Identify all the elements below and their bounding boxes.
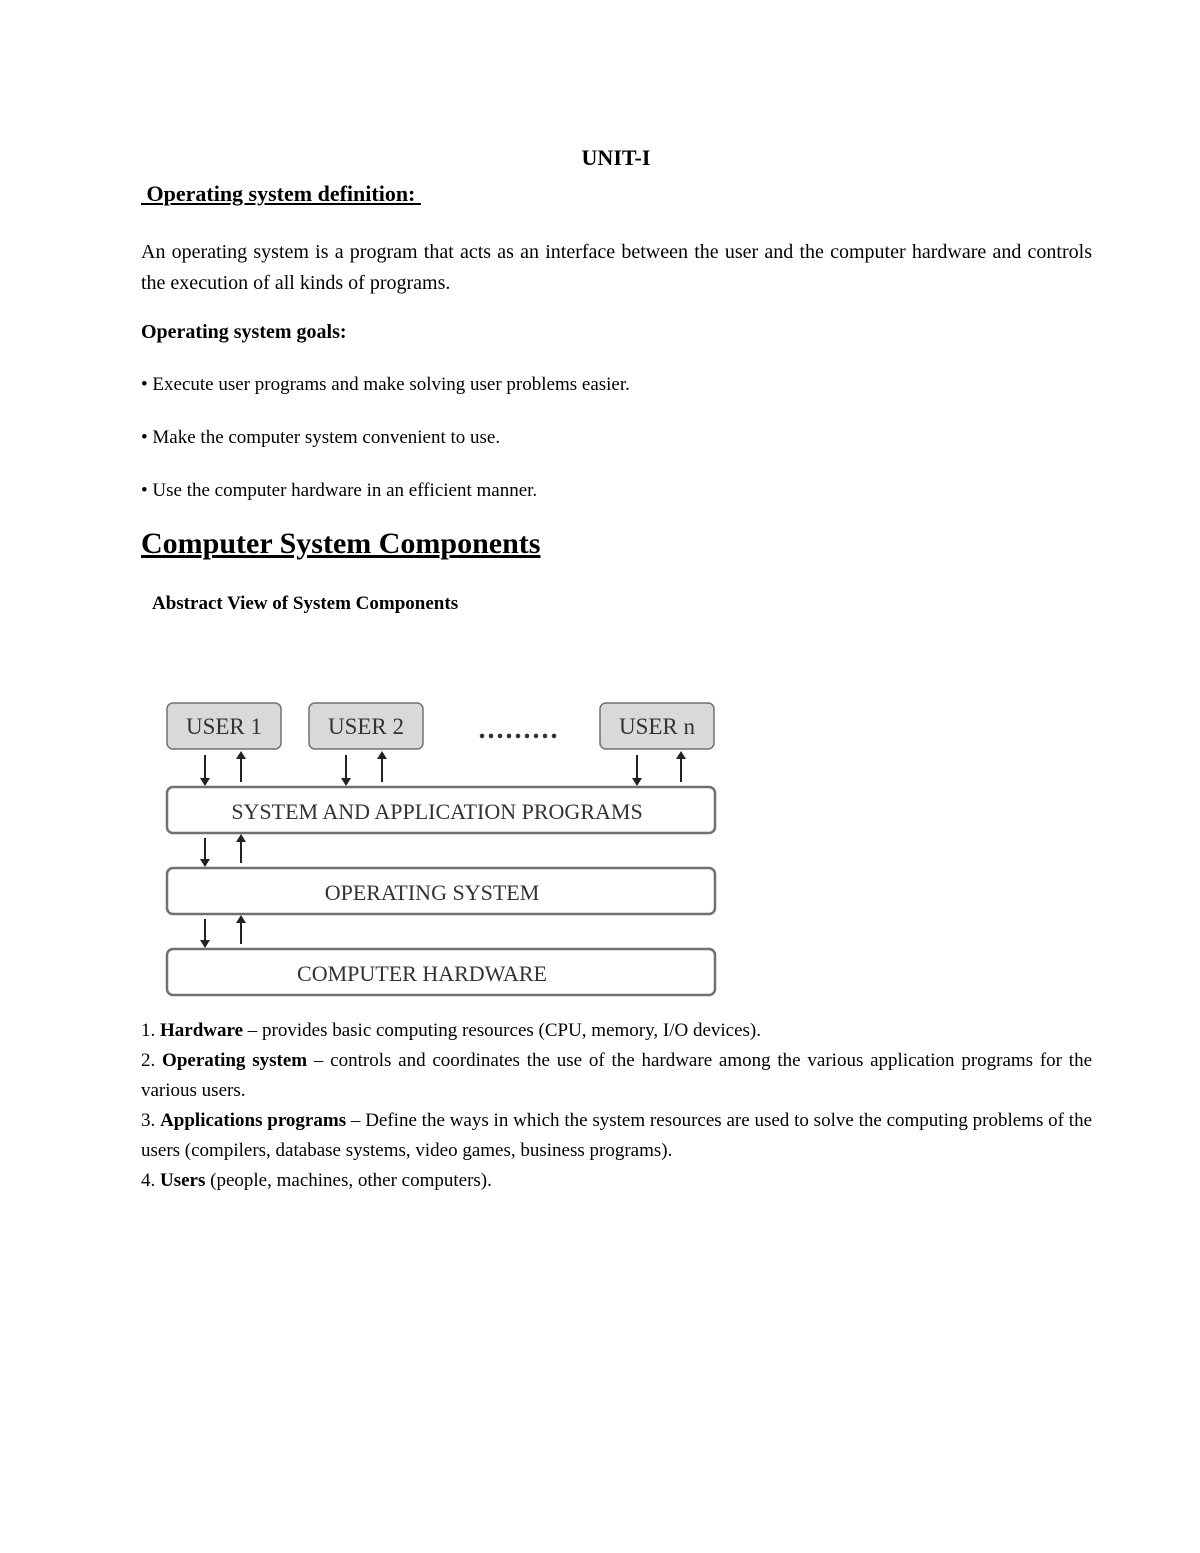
component-description: – controls and coordinates the use of the hardware among the various application programs for the various users.: [141, 1050, 1093, 1101]
hardware-layer-label: COMPUTER HARDWARE: [297, 961, 547, 986]
component-number: 1.: [141, 1020, 160, 1041]
component-description: (people, machines, other computers).: [205, 1170, 492, 1191]
system-components-diagram: [160, 696, 725, 1001]
component-description: – provides basic computing resources (CPU, memory, I/O devices).: [243, 1020, 762, 1041]
unit-title: UNIT-I: [581, 145, 651, 170]
component-item: [141, 1016, 1092, 1046]
definition-text: An operating system is a program that acts as an interface between the user and the computer hardware and controls the execution of all kinds of programs.: [141, 241, 1092, 294]
figure-caption: Abstract View of System Components: [152, 593, 459, 614]
components-list: [141, 1016, 1092, 1196]
component-term: Applications programs: [160, 1110, 347, 1131]
user-label-n: USER n: [618, 714, 696, 739]
goal-item: • Execute user programs and make solving user problems easier.: [141, 374, 630, 395]
goal-item: • Make the computer system convenient to use.: [141, 427, 501, 448]
component-item: [141, 1046, 1092, 1106]
component-description: – Define the ways in which the system resources are used to solve the computing problems of the users (compilers, database systems, video games, business programs).: [141, 1110, 1093, 1161]
component-term: Hardware: [160, 1020, 244, 1041]
user-label-2: USER 2: [327, 714, 405, 739]
os-hardware-arrows: [205, 919, 241, 944]
component-term: Users: [160, 1170, 206, 1191]
os-layer-label: OPERATING SYSTEM: [324, 880, 540, 905]
definition-heading: Operating system definition:: [141, 181, 421, 206]
component-number: 2.: [141, 1050, 163, 1071]
user-ellipsis: .........: [478, 714, 560, 745]
goals-heading: Operating system goals:: [141, 321, 347, 343]
goal-item: • Use the computer hardware in an efficient manner.: [141, 480, 538, 501]
component-number: 4.: [141, 1170, 160, 1191]
component-item: [141, 1166, 1092, 1196]
user-label-1: USER 1: [185, 714, 263, 739]
user-arrows: [205, 755, 681, 782]
programs-os-arrows: [205, 838, 241, 863]
section-heading: Computer System Components: [141, 527, 541, 560]
component-item: [141, 1106, 1092, 1166]
programs-layer-label: SYSTEM AND APPLICATION PROGRAMS: [231, 799, 643, 824]
component-term: Operating system: [162, 1050, 308, 1071]
component-number: 3.: [141, 1110, 161, 1131]
